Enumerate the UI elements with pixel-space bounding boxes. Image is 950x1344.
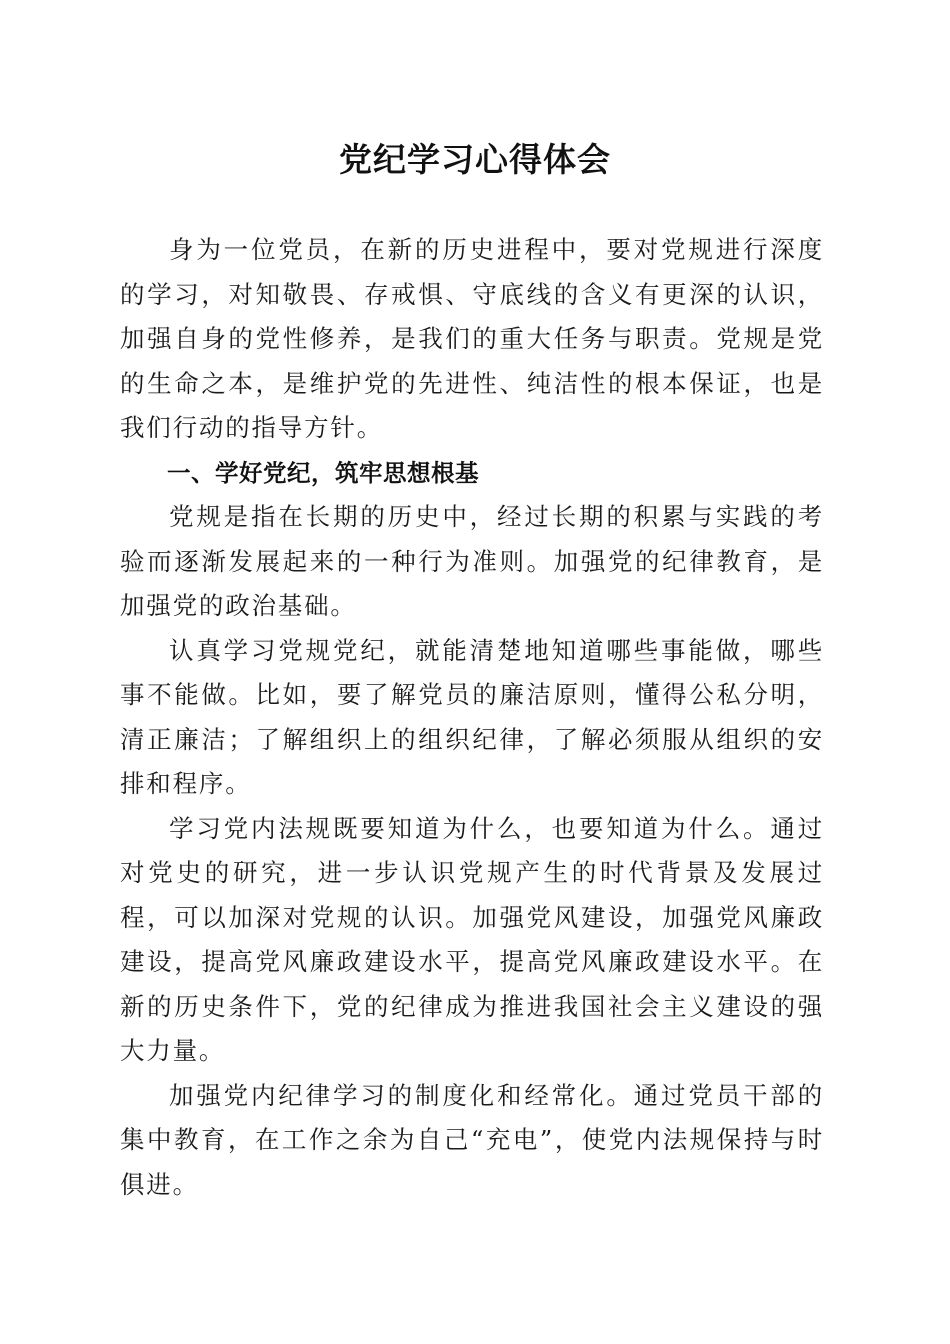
body-paragraph: 学习党内法规既要知道为什么，也要知道为什么。通过对党史的研究，进一步认识党规产生的时代背景及发展过程，可以加深对党规的认识。加强党风建设，加强党风廉政建设，提高党风廉政建设水平，提高党风廉政建设水平。在新的历史条件下，党的纪律成为推进我国社会主义建设的强大力量。 xyxy=(120,813,824,1065)
document-body xyxy=(120,228,824,1207)
body-paragraph: 认真学习党规党纪，就能清楚地知道哪些事能做，哪些事不能做。比如，要了解党员的廉洁原则，懂得公私分明，清正廉洁；了解组织上的组织纪律，了解必须服从组织的安排和程序。 xyxy=(120,635,824,798)
document-title: 党纪学习心得体会 xyxy=(339,140,611,179)
intro-paragraph: 身为一位党员，在新的历史进程中，要对党规进行深度的学习，对知敬畏、存戒惧、守底线的含义有更深的认识，加强自身的党性修养，是我们的重大任务与职责。党规是党的生命之本，是维护党的先进性、纯洁性的根本保证，也是我们行动的指导方针。 xyxy=(120,235,824,442)
body-paragraph: 加强党内纪律学习的制度化和经常化。通过党员干部的集中教育，在工作之余为自己“充电”，使党内法规保持与时俱进。 xyxy=(120,1080,824,1199)
section-heading: 一、学好党纪，筑牢思想根基 xyxy=(167,458,479,487)
body-paragraph: 党规是指在长期的历史中，经过长期的积累与实践的考验而逐渐发展起来的一种行为准则。加强党的纪律教育，是加强党的政治基础。 xyxy=(120,502,824,620)
